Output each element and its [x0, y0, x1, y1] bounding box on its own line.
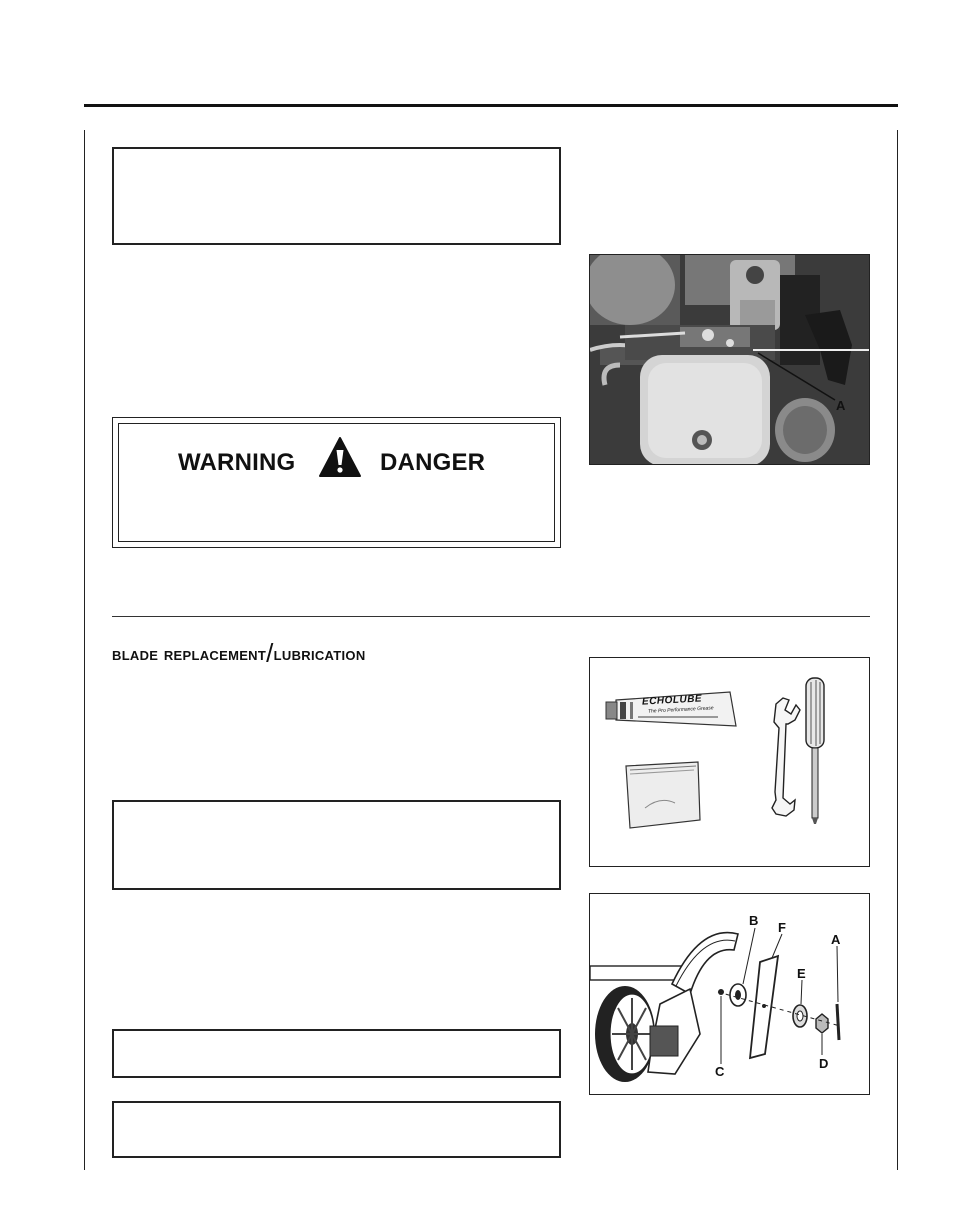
section-title-part1: blade replacement [112, 644, 267, 665]
left-margin-line [84, 130, 85, 1170]
notice-box-4 [112, 1101, 561, 1158]
carburetor-illustration [590, 255, 870, 465]
notice-box-1 [112, 147, 561, 245]
tube-tagline-text: The Pro Performance Grease [647, 705, 714, 715]
notice-box-2 [112, 800, 561, 890]
assembly-label-f: F [778, 920, 786, 935]
top-rule [84, 104, 898, 107]
section-title [112, 636, 366, 667]
tools-figure [589, 657, 870, 867]
carburetor-photo [589, 254, 870, 465]
assembly-label-d: D [819, 1056, 829, 1071]
section-title-slash: / [266, 638, 274, 668]
assembly-label-a: A [831, 932, 841, 947]
tube-brand-text: ECHOLUBE [641, 693, 703, 708]
danger-label: DANGER [380, 449, 486, 476]
warning-header [119, 444, 554, 484]
assembly-label-c: C [715, 1064, 725, 1079]
carburetor-label-a: A [836, 398, 846, 413]
tools-illustration [590, 658, 870, 867]
section-title-part2: lubrication [273, 644, 366, 665]
blade-assembly-figure [589, 893, 870, 1095]
warning-box [118, 423, 555, 542]
right-margin-line [897, 130, 898, 1170]
notice-box-3 [112, 1029, 561, 1078]
assembly-label-e: E [797, 966, 806, 981]
section-divider [112, 616, 870, 617]
warning-triangle-icon [318, 436, 362, 480]
assembly-label-b: B [749, 913, 759, 928]
warning-label: WARNING [178, 449, 296, 476]
